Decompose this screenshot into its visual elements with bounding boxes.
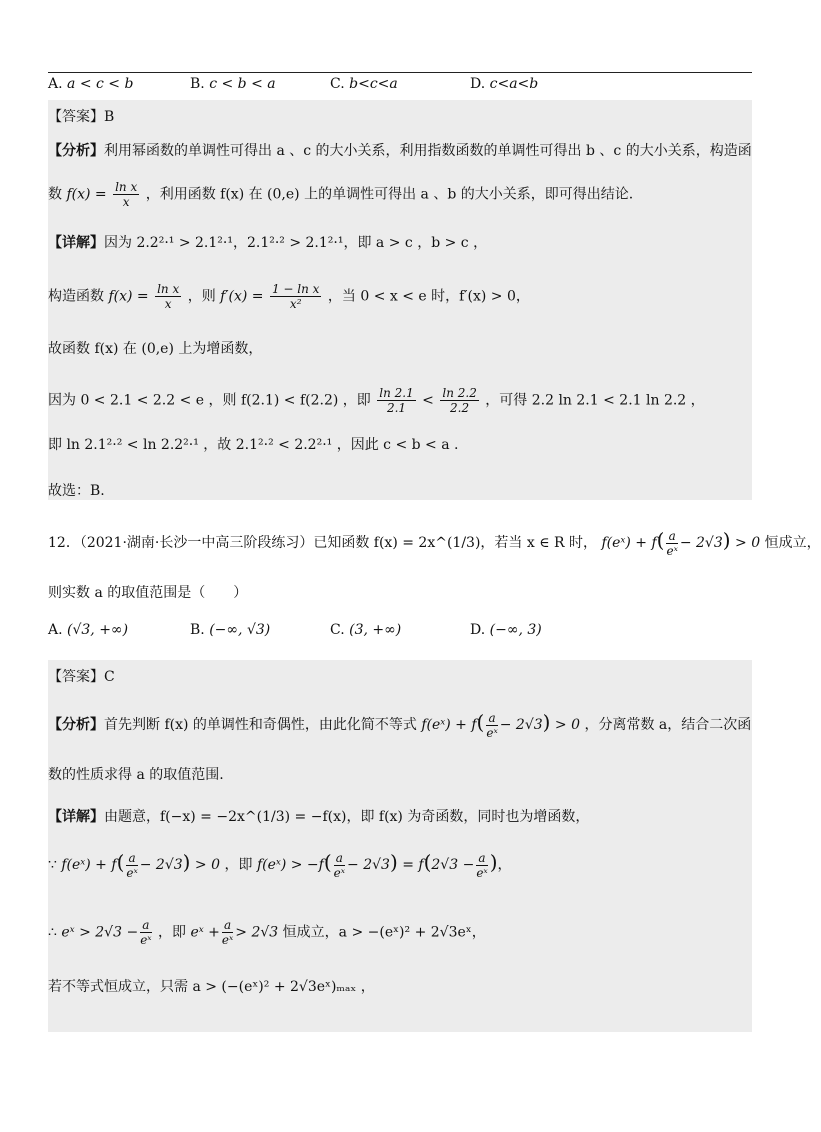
q12-detail-line4: 若不等式恒成立，只需 a > (−(eˣ)² + 2√3eˣ)ₘₐₓ ，: [48, 979, 375, 995]
q11-analysis-line2: 数 f(x) = $\frac{\text{ln x}}{x}$ ，利用函数 f(x) 在 (0,e) 上的单调性可得出 a 、b 的大小关系，即可得出结论.: [48, 180, 634, 209]
q12-stem-line1: 12．（2021·湖南·长沙一中高三阶段练习）已知函数 f(x) = 2x^(1/3)，若当 x ∈ R 时， f(eˣ) + f( $\frac{a}{\text{eˣ}}$ − 2√3) > 0 恒成立，: [48, 528, 821, 558]
q11-option-b: B. c < b < a: [190, 76, 276, 92]
q11-detail-line5: 即 ln 2.1²·² < ln 2.2²·¹ ，故 2.1²·² < 2.2²·¹ ，因此 c < b < a .: [48, 437, 459, 453]
q11-detail-line3: 故函数 f(x) 在 (0,e) 上为增函数，: [48, 341, 263, 357]
q12-detail-line3: ∴ eˣ > 2√3 − $\frac{a}{\text{eˣ}}$ ，即 eˣ + $\frac{a}{\text{eˣ}}$ > 2√3 恒成立，a > −(eˣ)² + 2√3eˣ，: [48, 918, 486, 947]
q12-option-c: C. (3, +∞): [330, 622, 402, 638]
q11-option-a: A. a < c < b: [48, 76, 134, 92]
q12-stem-line2: 则实数 a 的取值范围是（ ）: [48, 585, 248, 601]
q12-detail-line2: ∵ f(eˣ) + f( $\frac{a}{\text{eˣ}}$ − 2√3) > 0 ，即 f(eˣ) > −f( $\frac{a}{\text{eˣ}}$ − 2√3) = f(2√3 − $\frac{a}{\text{eˣ}}$ )，: [48, 850, 512, 880]
fx-lnx-over-x: f(x) =: [66, 186, 107, 203]
q11-answer: 【答案】B: [48, 109, 115, 125]
q11-detail-line4: 因为 0 < 2.1 < 2.2 < e ，则 f(2.1) < f(2.2) ，即 $\frac{\ln 2.1}{2.1}$ < $\frac{\ln 2.2}{2.2}$ ，可得 2.2 ln 2.1 < 2.1 ln 2.2 ，: [48, 386, 705, 415]
q12-option-d: D. (−∞, 3): [470, 622, 542, 638]
top-rule: [48, 72, 752, 73]
fraction-lnx-x: $\frac{\text{ln x}}{x}$: [115, 180, 138, 209]
q12-answer: 【答案】C: [48, 669, 115, 685]
q12-option-a: A. (√3, +∞): [48, 622, 129, 638]
q12-option-b: B. (−∞, √3): [190, 622, 271, 638]
q11-analysis-line1: 【分析】利用幂函数的单调性可得出 a 、c 的大小关系，利用指数函数的单调性可得出 b 、c 的大小关系，构造函: [48, 143, 752, 159]
q11-detail-line2: 构造函数 f(x) = $\frac{\text{ln x}}{x}$ ，则 f′(x) = $\frac{\text{1 − ln x}}{\text{x²}}$ ，当 0 < x < e 时，f′(x) > 0，: [48, 282, 530, 311]
q11-choose: 故选：B.: [48, 483, 105, 499]
q12-detail-line1: 【详解】由题意，f(−x) = −2x^(1/3) = −f(x)，即 f(x) 为奇函数，同时也为增函数，: [48, 809, 590, 825]
q12-analysis-line1: 【分析】首先判断 f(x) 的单调性和奇偶性，由此化简不等式 f(eˣ) + f( $\frac{a}{\text{eˣ}}$ − 2√3) > 0 ，分离常数 a，结合二次函: [48, 710, 752, 740]
q12-analysis-line2: 数的性质求得 a 的取值范围.: [48, 767, 224, 783]
q11-option-c: C. b<c<a: [330, 76, 398, 92]
q11-option-d: D. c<a<b: [470, 76, 539, 92]
q11-detail-line1: 【详解】因为 2.2²·¹ > 2.1²·¹，2.1²·² > 2.1²·¹，即 a > c ，b > c ，: [48, 235, 488, 251]
